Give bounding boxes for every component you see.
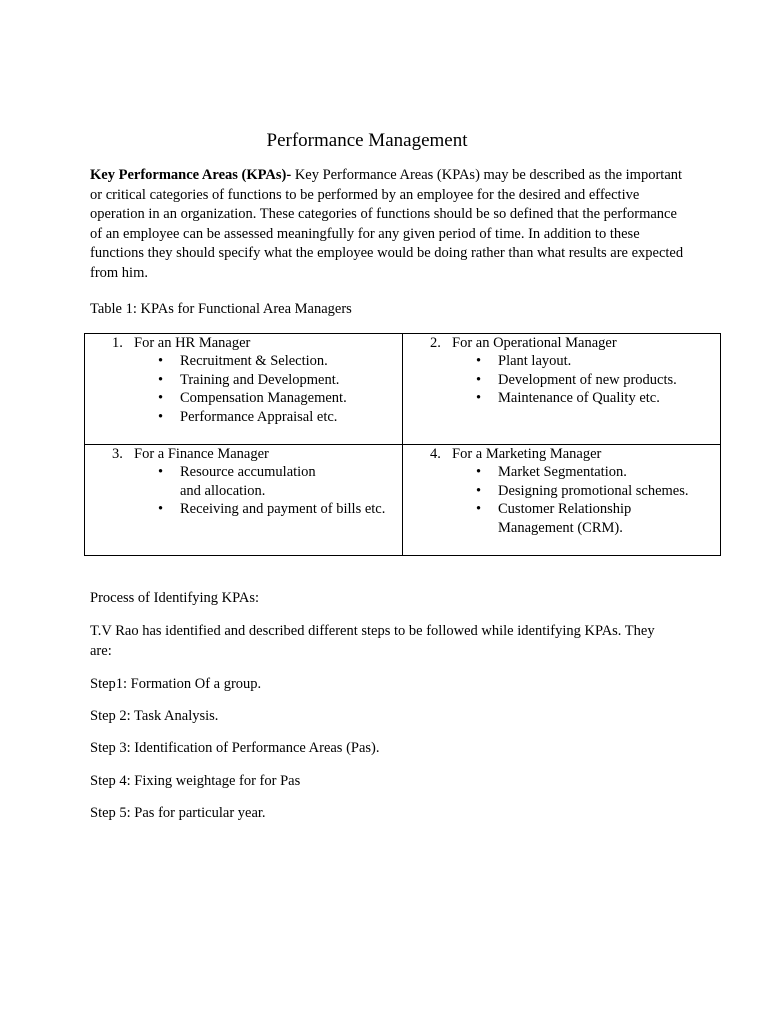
cell-number: 3. bbox=[112, 446, 123, 462]
list-item: • Resource accumulation and allocation. bbox=[156, 463, 340, 500]
cell-heading-text: For an HR Manager bbox=[134, 335, 251, 351]
intro-term: Key Performance Areas (KPAs)- bbox=[90, 167, 292, 183]
table-cell-marketing bbox=[403, 445, 721, 556]
table-cell-operational bbox=[403, 334, 721, 445]
step-1: Step1: Formation Of a group. bbox=[90, 676, 262, 692]
cell-heading bbox=[85, 445, 402, 463]
cell-number: 4. bbox=[430, 446, 441, 462]
table-row bbox=[85, 334, 721, 445]
list-item: • Performance Appraisal etc. bbox=[156, 408, 402, 426]
list-item: • Training and Development. bbox=[156, 371, 402, 389]
cell-heading bbox=[403, 445, 720, 463]
list-item: • Plant layout. bbox=[474, 352, 720, 370]
cell-heading-text: For a Finance Manager bbox=[134, 446, 269, 462]
list-item: • Market Segmentation. bbox=[474, 463, 720, 481]
kpa-table bbox=[84, 333, 721, 556]
list-item: • Customer Relationship Management (CRM). bbox=[474, 500, 648, 537]
table-cell-hr bbox=[85, 334, 403, 445]
step-2: Step 2: Task Analysis. bbox=[90, 708, 219, 724]
intro-text: Key Performance Areas (KPAs) may be described as the important or critical categories of functions to be performed by an employee for the desired and effective operation in an organization. These categories of functions should be so defined that the performance of an employee can be assessed meaningfully for any given period of time. In addition to these functions they should specify what the employee would be doing rather than what results are expected from him. bbox=[90, 167, 684, 281]
bullet-list bbox=[85, 352, 402, 426]
cell-number: 1. bbox=[112, 335, 123, 351]
intro-paragraph bbox=[90, 166, 690, 284]
bullet-list bbox=[85, 463, 402, 518]
cell-heading-text: For a Marketing Manager bbox=[452, 446, 602, 462]
process-intro: T.V Rao has identified and described different steps to be followed while identifying KPAs. They are: bbox=[90, 623, 655, 659]
process-heading: Process of Identifying KPAs: bbox=[90, 590, 260, 606]
cell-heading bbox=[403, 334, 720, 352]
list-item: • Maintenance of Quality etc. bbox=[474, 389, 720, 407]
list-item: • Development of new products. bbox=[474, 371, 720, 389]
cell-number: 2. bbox=[430, 335, 441, 351]
step-3: Step 3: Identification of Performance Areas (Pas). bbox=[90, 740, 380, 756]
bullet-list bbox=[403, 352, 720, 407]
table-row bbox=[85, 445, 721, 556]
list-item: • Recruitment & Selection. bbox=[156, 352, 402, 370]
step-4: Step 4: Fixing weightage for for Pas bbox=[90, 773, 301, 789]
step-5: Step 5: Pas for particular year. bbox=[90, 805, 266, 821]
cell-heading-text: For an Operational Manager bbox=[452, 335, 617, 351]
bullet-list bbox=[403, 463, 720, 537]
cell-heading bbox=[85, 334, 402, 352]
page-title: Performance Management bbox=[266, 130, 468, 151]
table-cell-finance bbox=[85, 445, 403, 556]
list-item: • Designing promotional schemes. bbox=[474, 482, 720, 500]
list-item: • Receiving and payment of bills etc. bbox=[156, 500, 396, 518]
list-item: • Compensation Management. bbox=[156, 389, 402, 407]
table-caption: Table 1: KPAs for Functional Area Managers bbox=[90, 301, 352, 317]
